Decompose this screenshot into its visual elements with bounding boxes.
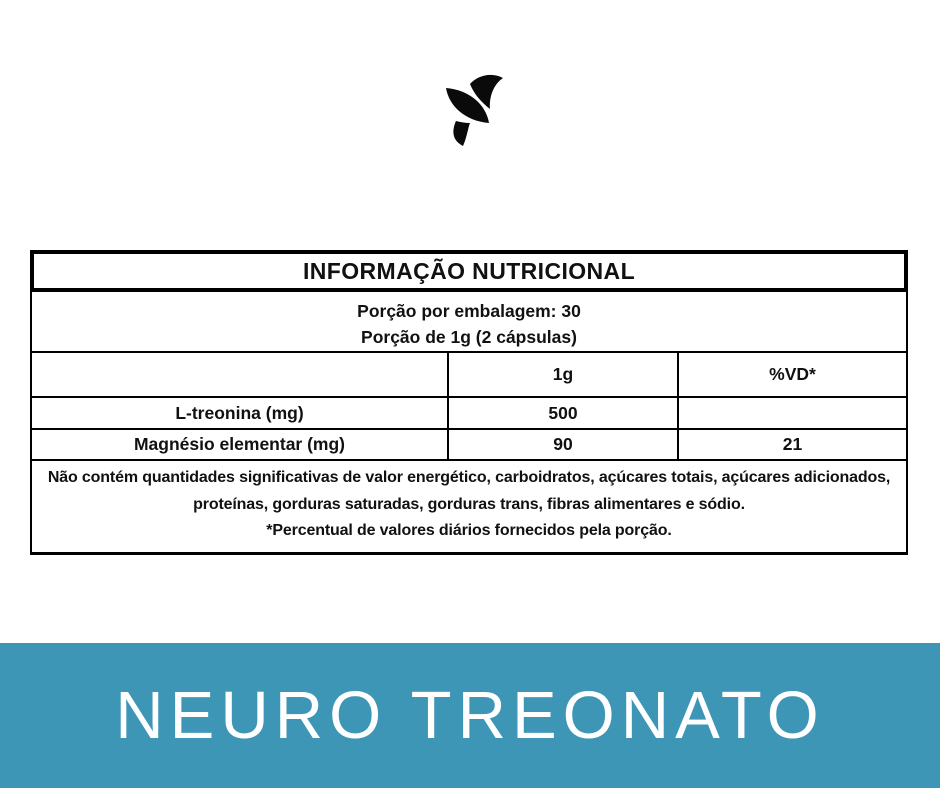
table-row-magnesio (32, 430, 906, 461)
nutrition-table (30, 250, 908, 555)
no-significant-amounts-note: Não contém quantidades significativas de valor energético, carboidratos, açúcares totais, açúcares adicionados, proteínas, gorduras saturadas, gorduras trans, fibras alimentares e sódio. (47, 469, 891, 513)
serving-info (32, 292, 906, 353)
product-name: NEURO TREONATO (115, 678, 825, 753)
column-header-row (32, 353, 906, 398)
column-header-nutrient (32, 353, 449, 396)
nutrition-table-title (30, 250, 908, 292)
nutrient-daily-value: 21 (782, 434, 803, 454)
nutrient-amount: 90 (449, 430, 679, 459)
daily-value-percent-note: *Percentual de valores diários fornecidos pela porção. (266, 522, 672, 539)
leaf-bird-logo-icon (424, 71, 520, 157)
nutrition-table-title-text: INFORMAÇÃO NUTRICIONAL (302, 257, 636, 284)
nutrient-name: Magnésio elementar (mg) (32, 430, 449, 459)
nutrient-amount: 500 (449, 398, 679, 428)
nutrient-daily-value (679, 398, 906, 428)
nutrition-table-body (30, 292, 908, 555)
serving-size: Porção de 1g (2 cápsulas) (361, 327, 577, 347)
column-header-amount: 1g (449, 353, 679, 396)
product-banner (0, 643, 940, 788)
table-footnotes (32, 461, 906, 552)
table-row-l-treonina (32, 398, 906, 430)
servings-per-package: Porção por embalagem: 30 (357, 301, 581, 321)
nutrient-name: L-treonina (mg) (32, 398, 449, 428)
column-header-daily-value: %VD* (769, 364, 816, 384)
